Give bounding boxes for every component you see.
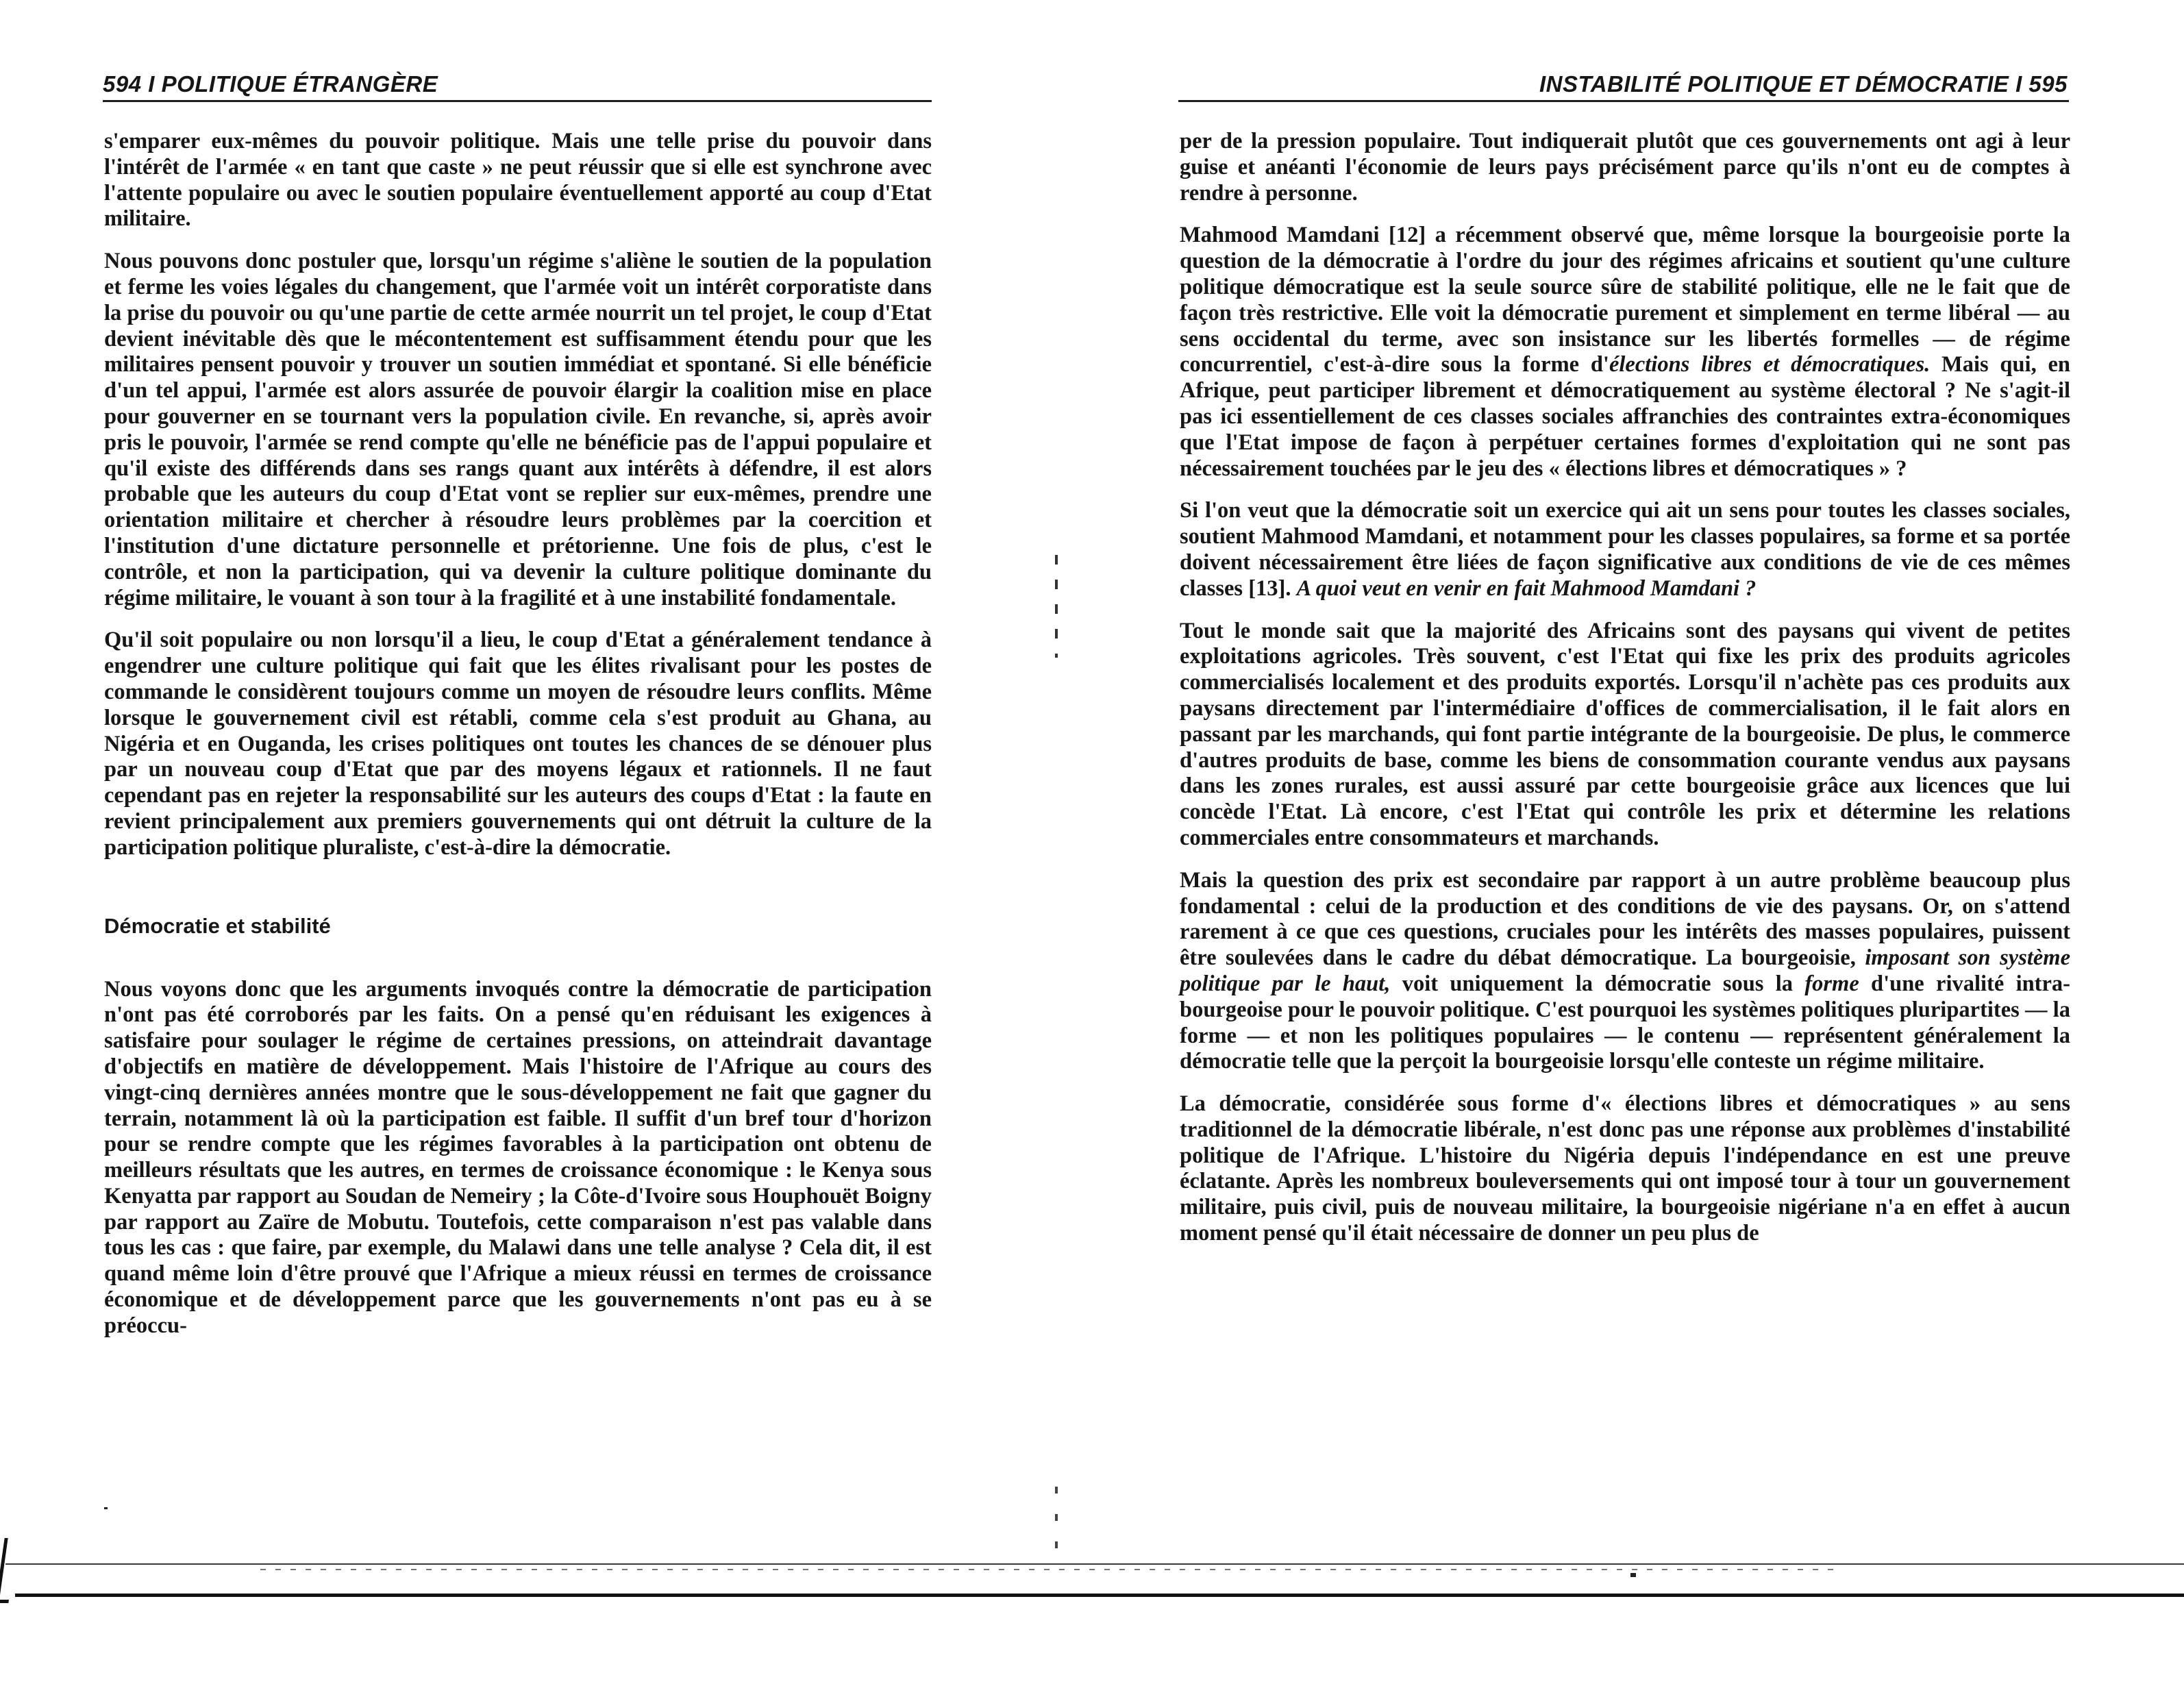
scan-edge-line — [5, 1563, 2184, 1565]
gutter-marks-lower — [1055, 1487, 1058, 1548]
text-run: Mais la question des prix est secondaire par rapport à un autre problème beaucoup plus fondamental : celui de la production et des conditions de vie des paysans. Or, on s'attend rarement à ce que ces questions, cruciales pour les intérêts des masses populaires, puissent être soulevées dans le cadre du débat démocratique. La bourgeoisie, — [1180, 867, 2070, 971]
left-column — [104, 129, 932, 1356]
left-paragraph-3: Qu'il soit populaire ou non lorsqu'il a lieu, le coup d'Etat a généralement tendance à engendrer une culture politique qui fait que les élites rivalisant pour les postes de commande le considèrent toujours comme un moyen de résoudre leurs conflits. Même lorsque le gouvernement civil est rétabli, comme cela s'est produit au Ghana, au Nigéria et en Ouganda, les crises politiques ont toutes les chances de se dénouer plus par un nouveau coup d'Etat que par des moyens légaux et rationnels. Il ne faut cependant pas en rejeter la responsabilité sur les auteurs des coups d'Etat : la faute en revient principalement aux premiers gouvernements qui ont détruit la culture de la participation politique pluraliste, c'est-à-dire la démocratie. — [104, 628, 932, 860]
italic-phrase: imposant son système politique par le haut, — [1180, 945, 2070, 996]
running-header-right: INSTABILITÉ POLITIQUE ET DÉMOCRATIE I 595 — [1539, 71, 2068, 97]
italic-phrase: A quoi veut en venir en fait Mahmood Mamdani ? — [1296, 575, 1757, 601]
text-run: Mais qui, en Afrique, peut participer librement et démocratiquement au système électoral ? Ne s'agit-il pas ici essentiellement de ces classes sociales affranchies des contraintes extra-économiques que l'Etat impose de façon à perpétuer certaines formes d'exploitation qui ne sont pas nécessairement touchées par le jeu des « élections libres et démocratiques » ? — [1180, 352, 2070, 481]
header-rule-right — [1178, 100, 2069, 102]
section-subheading: Démocratie et stabilité — [104, 913, 331, 938]
right-paragraph-5 — [1180, 868, 2070, 1075]
right-paragraph-1: per de la pression populaire. Tout indiquerait plutôt que ces gouvernements ont agi à leur guise et anéanti l'économie de leurs pays précisément parce qu'ils n'ont eu de comptes à rendre à personne. — [1180, 129, 2070, 206]
italic-phrase: élections libres et démocratiques. — [1609, 352, 1931, 377]
text-run: voit uniquement la démocratie sous la — [1390, 971, 1805, 996]
scan-bottom-edge — [15, 1594, 2184, 1597]
text-run: Mahmood Mamdani [12] a récemment observé que, même lorsque la bourgeoisie porte la question de la démocratie à l'ordre du jour des régimes africains et soutient qu'une culture politique démocratique est la seule source sûre de stabilité politique, elle ne le fait que de façon très restrictive. Elle voit la démocratie purement et simplement en terme libéral — au sens occidental du terme, avec son insistance sur les libertés formelles — de régime concurrentiel, c'est-à-dire sous la forme d' — [1180, 223, 2070, 377]
right-paragraph-2 — [1180, 223, 2070, 482]
left-paragraph-4: Nous voyons donc que les arguments invoqués contre la démocratie de participation n'ont pas été corroborés par les faits. On a pensé qu'en réduisant les exigences à satisfaire pour soulager le régime de certaines pressions, on atteindrait davantage d'objectifs en matière de développement. Mais l'histoire de l'Afrique au cours des vingt-cinq dernières années montre que le sous-développement ne fait que gagner du terrain, notamment là où la participation est faible. Il suffit d'un bref tour d'horizon pour se rendre compte que les régimes favorables à la participation ont obtenu de meilleurs résultats que les autres, en termes de croissance économique : le Kenya sous Kenyatta par rapport au Soudan de Nemeiry ; la Côte-d'Ivoire sous Houphouët Boigny par rapport au Zaïre de Mobutu. Toutefois, cette comparaison n'est pas valable dans tous les cas : que faire, par exemple, du Malawi dans une telle analyse ? Cela dit, il est quand même loin d'être prouvé que l'Afrique a mieux réussi en termes de croissance économique et de développement parce que les gouvernements n'ont pas eu à se préoccu- — [104, 976, 932, 1338]
running-header-left: 594 I POLITIQUE ÉTRANGÈRE — [103, 71, 438, 97]
header-rule-left — [103, 100, 932, 102]
scan-dashed-line — [260, 1569, 1836, 1570]
italic-word: forme — [1804, 971, 1859, 996]
right-column — [1180, 129, 2070, 1263]
scan-speck — [104, 1507, 108, 1509]
left-page — [0, 0, 1069, 1686]
gutter-marks — [1055, 555, 1058, 658]
text-run: d'une rivalité intra-bourgeoise pour le pouvoir politique. C'est pourquoi les systèmes politiques pluripartites — la forme — et non les politiques populaires — le contenu — représentent généralement la démocratie telle que la perçoit la bourgeoisie lorsqu'elle conteste un régime militaire. — [1180, 971, 2071, 1074]
left-paragraph-2: Nous pouvons donc postuler que, lorsqu'un régime s'aliène le soutien de la population et ferme les voies légales du changement, que l'armée voit un intérêt corporatiste dans la prise du pouvoir ou qu'une partie de cette armée nourrit un tel projet, le coup d'Etat devient inévitable dès que le mécontentement est suffisamment étendu pour que les militaires pensent pouvoir y trouver un soutien immédiat et spontané. Si elle bénéficie d'un tel appui, l'armée est alors assurée de pouvoir élargir la coalition mise en place pour gouverner en se tournant vers la population civile. En revanche, si, après avoir pris le pouvoir, l'armée se rend compte qu'elle ne bénéficie pas de l'appui populaire et qu'il existe des différends dans ses rangs quant aux intérêts à défendre, il est alors probable que les auteurs du coup d'Etat vont se replier sur eux-mêmes, prendre une orientation militaire et chercher à résoudre leurs problèmes par la coercition et l'institution d'une dictature personnelle et prétorienne. Une fois de plus, c'est le contrôle, et non la participation, qui va devenir la culture politique dominante du régime militaire, le vouant à son tour à la fragilité et à une instabilité fondamentale. — [104, 249, 932, 610]
right-paragraph-6: La démocratie, considérée sous forme d'« élections libres et démocratiques » au sens traditionnel de la démocratie libérale, n'est donc pas une réponse aux problèmes d'instabilité politique de l'Afrique. L'histoire du Nigéria depuis l'indépendance en est une preuve éclatante. Après les nombreux bouleversements qui ont imposé tour à tour un gouvernement militaire, puis civil, puis de nouveau militaire, la bourgeoisie nigériane n'a en effet à aucun moment pensé qu'il était nécessaire de donner un peu plus de — [1180, 1091, 2070, 1246]
left-paragraph-1: s'emparer eux-mêmes du pouvoir politique. Mais une telle prise du pouvoir dans l'intérêt de l'armée « en tant que caste » ne peut réussir que si elle est synchrone avec l'attente populaire ou avec le soutien populaire éventuellement apporté au coup d'Etat militaire. — [104, 129, 932, 232]
right-page — [1096, 0, 2184, 1686]
right-paragraph-4: Tout le monde sait que la majorité des Africains sont des paysans qui vivent de petites exploitations agricoles. Très souvent, c'est l'Etat qui fixe les prix des produits agricoles commercialisés localement et des produits exportés. Lorsqu'il n'achète pas ces produits aux paysans directement par l'intermédiaire d'offices de commercialisation, il le fait alors en passant par les marchands, qui font partie intégrante de la bourgeoisie. De plus, le commerce d'autres produits de base, comme les biens de consommation courante vendus aux paysans dans les zones rurales, est aussi assuré par cette bourgeoisie grâce aux licences que lui concède l'Etat. Là encore, c'est l'Etat qui contrôle les prix et détermine les relations commerciales entre consommateurs et marchands. — [1180, 618, 2070, 850]
right-paragraph-3 — [1180, 498, 2070, 602]
scan-mark — [1630, 1573, 1636, 1577]
text-run: Si l'on veut que la démocratie soit un exercice qui ait un sens pour toutes les classes sociales, soutient Mahmood Mamdani, et notamment pour les classes populaires, sa forme et sa portée doivent nécessairement être liées de façon significative aux conditions de vie de ces mêmes classes [13]. — [1180, 498, 2070, 601]
